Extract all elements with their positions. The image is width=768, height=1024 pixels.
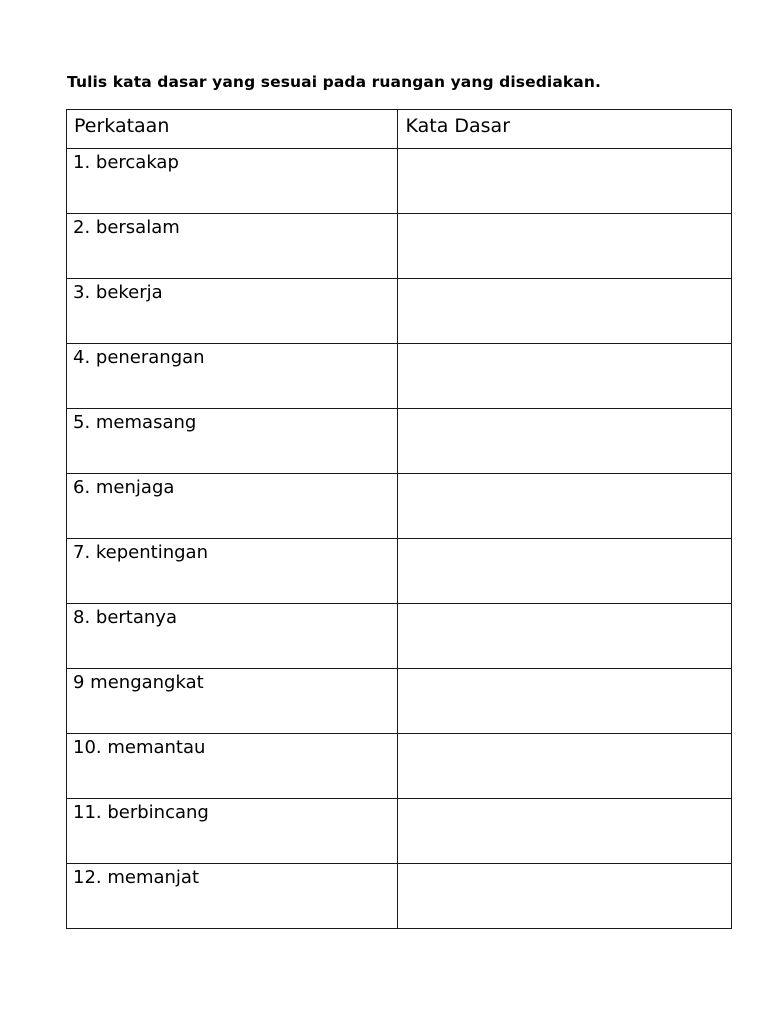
- table-row: [67, 279, 732, 344]
- table-row: [67, 149, 732, 214]
- answer-cell[interactable]: [398, 149, 732, 214]
- word-cell: [67, 604, 398, 669]
- table-row: [67, 539, 732, 604]
- table-row: [67, 604, 732, 669]
- word-cell: [67, 344, 398, 409]
- answer-text: [398, 279, 731, 282]
- table-row: [67, 214, 732, 279]
- answer-cell[interactable]: [398, 279, 732, 344]
- table-row: [67, 409, 732, 474]
- word-label: 5. memasang: [73, 412, 197, 433]
- table-row: [67, 344, 732, 409]
- answer-cell[interactable]: [398, 864, 732, 929]
- answer-text: [398, 539, 731, 542]
- word-label: 10. memantau: [73, 737, 206, 758]
- answer-cell[interactable]: [398, 799, 732, 864]
- table-row: [67, 864, 732, 929]
- answer-cell[interactable]: [398, 344, 732, 409]
- header-perkataan-label: Perkataan: [74, 115, 170, 137]
- table-row: [67, 474, 732, 539]
- word-cell: [67, 149, 398, 214]
- answer-cell[interactable]: [398, 409, 732, 474]
- answer-text: [398, 799, 731, 802]
- word-cell: [67, 474, 398, 539]
- answer-text: [398, 214, 731, 217]
- table-header-row: [67, 110, 732, 149]
- answer-text: [398, 604, 731, 607]
- worksheet-table: [66, 109, 732, 929]
- word-label: 1. bercakap: [73, 152, 179, 173]
- answer-text: [398, 669, 731, 672]
- table-row: [67, 799, 732, 864]
- word-cell: [67, 409, 398, 474]
- word-label: 4. penerangan: [73, 347, 205, 368]
- answer-text: [398, 864, 731, 867]
- answer-text: [398, 409, 731, 412]
- header-kata-dasar: [398, 110, 732, 149]
- word-cell: [67, 539, 398, 604]
- answer-cell[interactable]: [398, 214, 732, 279]
- word-label: 11. berbincang: [73, 802, 209, 823]
- answer-cell[interactable]: [398, 539, 732, 604]
- table-row: [67, 669, 732, 734]
- word-cell: [67, 669, 398, 734]
- word-cell: [67, 734, 398, 799]
- word-label: 9 mengangkat: [73, 672, 204, 693]
- word-label: 6. menjaga: [73, 477, 175, 498]
- answer-text: [398, 734, 731, 737]
- word-cell: [67, 279, 398, 344]
- answer-text: [398, 149, 731, 152]
- word-cell: [67, 864, 398, 929]
- word-label: 2. bersalam: [73, 217, 180, 238]
- word-label: 7. kepentingan: [73, 542, 208, 563]
- answer-cell[interactable]: [398, 669, 732, 734]
- table-row: [67, 734, 732, 799]
- word-label: 8. bertanya: [73, 607, 177, 628]
- answer-cell[interactable]: [398, 604, 732, 669]
- word-cell: [67, 799, 398, 864]
- answer-text: [398, 474, 731, 477]
- header-perkataan: [67, 110, 398, 149]
- word-label: 12. memanjat: [73, 867, 200, 888]
- answer-cell[interactable]: [398, 734, 732, 799]
- word-label: 3. bekerja: [73, 282, 163, 303]
- answer-cell[interactable]: [398, 474, 732, 539]
- instruction-text: Tulis kata dasar yang sesuai pada ruangan yang disediakan.: [67, 73, 601, 91]
- word-cell: [67, 214, 398, 279]
- answer-text: [398, 344, 731, 347]
- header-kata-dasar-label: Kata Dasar: [405, 115, 511, 137]
